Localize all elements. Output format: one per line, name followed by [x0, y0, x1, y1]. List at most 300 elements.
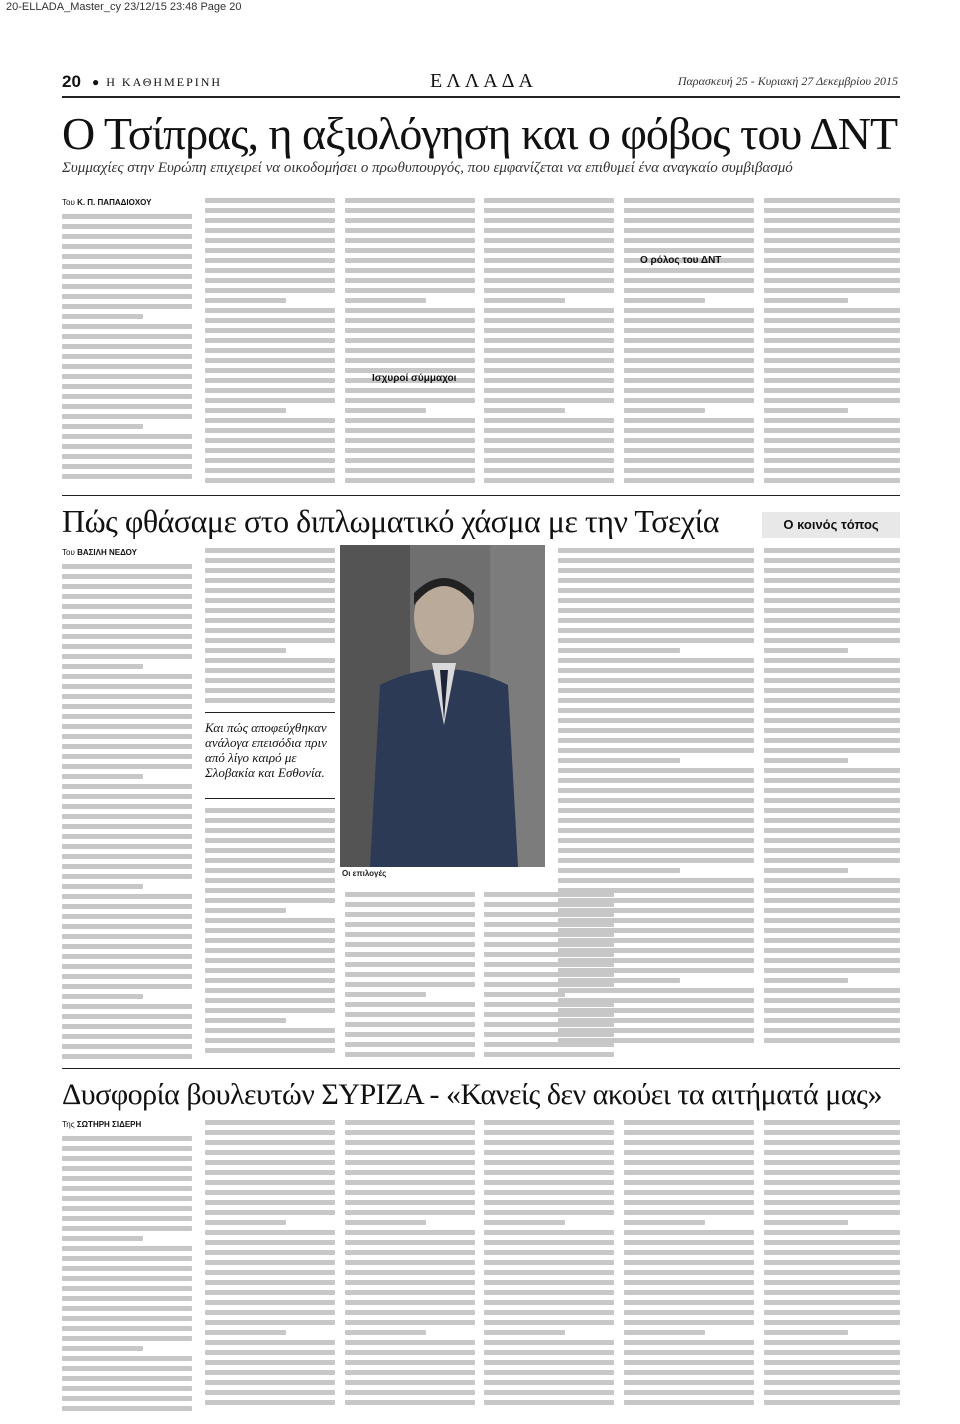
text-line-placeholder: [62, 464, 192, 469]
text-line-placeholder: [345, 228, 475, 233]
text-line-placeholder: [764, 318, 900, 323]
text-line-placeholder: [205, 888, 335, 893]
text-line-placeholder: [205, 1290, 335, 1295]
text-line-placeholder: [345, 198, 475, 203]
text-line-placeholder: [205, 448, 335, 453]
text-line-placeholder: [62, 374, 192, 379]
text-line-placeholder: [62, 604, 192, 609]
text-line-placeholder: [205, 1220, 286, 1225]
text-line-placeholder: [764, 1320, 900, 1325]
text-line-placeholder: [484, 1270, 614, 1275]
text-line-placeholder: [484, 1250, 614, 1255]
text-line-placeholder: [62, 664, 143, 669]
text-line-placeholder: [205, 1260, 335, 1265]
article1-column-2: [205, 198, 335, 488]
text-line-placeholder: [62, 844, 192, 849]
text-line-placeholder: [62, 1356, 192, 1361]
text-line-placeholder: [484, 258, 614, 263]
text-line-placeholder: [484, 418, 614, 423]
article3-column-2: [205, 1120, 335, 1410]
text-line-placeholder: [558, 908, 754, 913]
text-line-placeholder: [62, 364, 192, 369]
text-line-placeholder: [764, 308, 900, 313]
text-line-placeholder: [62, 944, 192, 949]
text-line-placeholder: [62, 1216, 192, 1221]
text-line-placeholder: [62, 284, 192, 289]
text-line-placeholder: [624, 1190, 754, 1195]
text-line-placeholder: [764, 248, 900, 253]
text-line-placeholder: [764, 988, 900, 993]
byline-prefix: Της: [62, 1120, 75, 1129]
text-line-placeholder: [484, 428, 614, 433]
text-line-placeholder: [205, 348, 335, 353]
text-line-placeholder: [764, 348, 900, 353]
text-line-placeholder: [345, 278, 475, 283]
text-line-placeholder: [558, 848, 754, 853]
article1-headline: Ο Τσίπρας, η αξιολόγηση και ο φόβος του ΔΝΤ: [62, 108, 898, 159]
text-line-placeholder: [345, 1160, 475, 1165]
text-line-placeholder: [764, 358, 900, 363]
text-line-placeholder: [205, 638, 335, 643]
text-line-placeholder: [345, 992, 426, 997]
text-line-placeholder: [764, 868, 848, 873]
text-line-placeholder: [205, 918, 335, 923]
text-line-placeholder: [764, 608, 900, 613]
text-line-placeholder: [764, 658, 900, 663]
text-line-placeholder: [558, 868, 680, 873]
text-line-placeholder: [624, 358, 754, 363]
text-line-placeholder: [624, 1260, 754, 1265]
text-line-placeholder: [484, 1240, 614, 1245]
text-line-placeholder: [62, 474, 192, 479]
text-line-placeholder: [345, 348, 475, 353]
text-line-placeholder: [345, 358, 475, 363]
text-line-placeholder: [205, 308, 335, 313]
text-line-placeholder: [764, 208, 900, 213]
text-line-placeholder: [764, 1380, 900, 1385]
text-line-placeholder: [205, 1038, 335, 1043]
text-line-placeholder: [205, 288, 335, 293]
text-line-placeholder: [484, 1370, 614, 1375]
text-line-placeholder: [205, 958, 335, 963]
text-line-placeholder: [62, 764, 192, 769]
text-line-placeholder: [624, 248, 754, 253]
article1-column-1: [62, 214, 192, 484]
text-line-placeholder: [764, 278, 900, 283]
article2-column-2-top: [205, 548, 335, 708]
text-line-placeholder: [62, 1146, 192, 1151]
text-line-placeholder: [764, 338, 900, 343]
text-line-placeholder: [205, 668, 335, 673]
text-line-placeholder: [345, 982, 475, 987]
text-line-placeholder: [62, 574, 192, 579]
article2-column-2-bottom: [205, 808, 335, 1058]
text-line-placeholder: [62, 884, 143, 889]
article1-subhead-allies: Ισχυροί σύμμαχοι: [372, 373, 457, 384]
text-line-placeholder: [345, 238, 475, 243]
text-line-placeholder: [764, 458, 900, 463]
text-line-placeholder: [345, 1370, 475, 1375]
text-line-placeholder: [345, 1190, 475, 1195]
text-line-placeholder: [624, 1290, 754, 1295]
text-line-placeholder: [558, 918, 754, 923]
text-line-placeholder: [62, 624, 192, 629]
text-line-placeholder: [558, 678, 754, 683]
text-line-placeholder: [764, 268, 900, 273]
text-line-placeholder: [764, 1120, 900, 1125]
text-line-placeholder: [205, 1230, 335, 1235]
text-line-placeholder: [205, 1300, 335, 1305]
text-line-placeholder: [62, 644, 192, 649]
byline-name: Κ. Π. ΠΑΠΑΔΙΟΧΟΥ: [77, 198, 152, 207]
text-line-placeholder: [624, 338, 754, 343]
text-line-placeholder: [62, 914, 192, 919]
text-line-placeholder: [764, 1280, 900, 1285]
text-line-placeholder: [62, 834, 192, 839]
text-line-placeholder: [62, 1336, 192, 1341]
text-line-placeholder: [62, 1176, 192, 1181]
text-line-placeholder: [62, 1266, 192, 1271]
text-line-placeholder: [484, 1380, 614, 1385]
text-line-placeholder: [558, 648, 680, 653]
text-line-placeholder: [62, 294, 192, 299]
text-line-placeholder: [62, 1306, 192, 1311]
text-line-placeholder: [624, 1150, 754, 1155]
text-line-placeholder: [345, 398, 475, 403]
text-line-placeholder: [484, 448, 614, 453]
text-line-placeholder: [624, 388, 754, 393]
text-line-placeholder: [558, 768, 754, 773]
text-line-placeholder: [764, 968, 900, 973]
text-line-placeholder: [345, 1330, 426, 1335]
text-line-placeholder: [205, 948, 335, 953]
text-line-placeholder: [624, 418, 754, 423]
text-line-placeholder: [624, 478, 754, 483]
text-line-placeholder: [558, 788, 754, 793]
text-line-placeholder: [764, 1290, 900, 1295]
text-line-placeholder: [764, 1230, 900, 1235]
text-line-placeholder: [624, 348, 754, 353]
text-line-placeholder: [205, 238, 335, 243]
text-line-placeholder: [205, 388, 335, 393]
text-line-placeholder: [205, 898, 335, 903]
text-line-placeholder: [62, 1156, 192, 1161]
text-line-placeholder: [558, 838, 754, 843]
text-line-placeholder: [558, 698, 754, 703]
text-line-placeholder: [624, 1170, 754, 1175]
text-line-placeholder: [345, 1290, 475, 1295]
text-line-placeholder: [764, 1200, 900, 1205]
byline-prefix: Του: [62, 198, 75, 207]
text-line-placeholder: [764, 388, 900, 393]
text-line-placeholder: [558, 658, 754, 663]
text-line-placeholder: [205, 858, 335, 863]
text-line-placeholder: [624, 1210, 754, 1215]
text-line-placeholder: [205, 1390, 335, 1395]
text-line-placeholder: [345, 428, 475, 433]
text-line-placeholder: [205, 578, 335, 583]
text-line-placeholder: [62, 774, 143, 779]
text-line-placeholder: [345, 1350, 475, 1355]
text-line-placeholder: [484, 348, 614, 353]
text-line-placeholder: [764, 1028, 900, 1033]
text-line-placeholder: [558, 1038, 754, 1043]
text-line-placeholder: [764, 1300, 900, 1305]
text-line-placeholder: [624, 1200, 754, 1205]
text-line-placeholder: [624, 1300, 754, 1305]
text-line-placeholder: [205, 978, 335, 983]
text-line-placeholder: [345, 328, 475, 333]
text-line-placeholder: [62, 404, 192, 409]
newspaper-masthead: [92, 75, 222, 90]
text-line-placeholder: [62, 1004, 192, 1009]
pull-quote: Και πώς αποφεύχθηκαν ανάλογα επεισόδια πριν από λίγο καιρό με Σλοβακία και Εσθονία.: [205, 720, 327, 780]
text-line-placeholder: [62, 394, 192, 399]
text-line-placeholder: [62, 954, 192, 959]
text-line-placeholder: [205, 418, 335, 423]
text-line-placeholder: [624, 1270, 754, 1275]
text-line-placeholder: [764, 778, 900, 783]
text-line-placeholder: [205, 1360, 335, 1365]
text-line-placeholder: [345, 468, 475, 473]
text-line-placeholder: [624, 268, 754, 273]
text-line-placeholder: [62, 334, 192, 339]
text-line-placeholder: [345, 1230, 475, 1235]
text-line-placeholder: [764, 1350, 900, 1355]
text-line-placeholder: [205, 1320, 335, 1325]
text-line-placeholder: [345, 438, 475, 443]
text-line-placeholder: [62, 584, 192, 589]
article3-headline: Δυσφορία βουλευτών ΣΥΡΙΖΑ - «Κανείς δεν ακούει τα αιτήματά μας»: [62, 1078, 882, 1111]
text-line-placeholder: [345, 418, 475, 423]
text-line-placeholder: [558, 948, 754, 953]
text-line-placeholder: [484, 248, 614, 253]
text-line-placeholder: [484, 278, 614, 283]
text-line-placeholder: [764, 378, 900, 383]
text-line-placeholder: [764, 998, 900, 1003]
print-slug: 20-ELLADA_Master_cy 23/12/15 23:48 Page 20: [6, 1, 242, 13]
text-line-placeholder: [205, 1270, 335, 1275]
byline-name: ΣΩΤΗΡΗ ΣΙΔΕΡΗ: [76, 1120, 142, 1129]
text-line-placeholder: [764, 398, 900, 403]
text-line-placeholder: [62, 924, 192, 929]
text-line-placeholder: [484, 238, 614, 243]
text-line-placeholder: [62, 694, 192, 699]
text-line-placeholder: [62, 1206, 192, 1211]
text-line-placeholder: [62, 1034, 192, 1039]
text-line-placeholder: [205, 1150, 335, 1155]
portrait-photo-icon: [340, 545, 545, 867]
text-line-placeholder: [764, 1330, 848, 1335]
text-line-placeholder: [62, 784, 192, 789]
text-line-placeholder: [62, 1236, 143, 1241]
text-line-placeholder: [764, 798, 900, 803]
article1-column-3: [345, 198, 475, 488]
text-line-placeholder: [205, 1200, 335, 1205]
text-line-placeholder: [62, 1226, 192, 1231]
text-line-placeholder: [764, 668, 900, 673]
text-line-placeholder: [205, 478, 335, 483]
dateline: Παρασκευή 25 - Κυριακή 27 Δεκεμβρίου 2015: [677, 74, 898, 88]
text-line-placeholder: [205, 318, 335, 323]
text-line-placeholder: [62, 1196, 192, 1201]
text-line-placeholder: [62, 634, 192, 639]
text-line-placeholder: [764, 828, 900, 833]
text-line-placeholder: [624, 468, 754, 473]
text-line-placeholder: [62, 684, 192, 689]
text-line-placeholder: [205, 218, 335, 223]
text-line-placeholder: [205, 208, 335, 213]
text-line-placeholder: [624, 1140, 754, 1145]
masthead-bullet-icon: ●: [92, 75, 107, 89]
text-line-placeholder: [345, 388, 475, 393]
text-line-placeholder: [484, 1140, 614, 1145]
text-line-placeholder: [345, 962, 475, 967]
text-line-placeholder: [62, 704, 192, 709]
text-line-placeholder: [62, 424, 143, 429]
text-line-placeholder: [764, 1240, 900, 1245]
article3-column-3: [345, 1120, 475, 1410]
article3-column-5: [624, 1120, 754, 1410]
text-line-placeholder: [345, 1380, 475, 1385]
text-line-placeholder: [624, 328, 754, 333]
text-line-placeholder: [205, 568, 335, 573]
text-line-placeholder: [764, 908, 900, 913]
text-line-placeholder: [62, 1316, 192, 1321]
text-line-placeholder: [484, 1300, 614, 1305]
text-line-placeholder: [62, 1256, 192, 1261]
text-line-placeholder: [345, 1280, 475, 1285]
text-line-placeholder: [345, 338, 475, 343]
text-line-placeholder: [62, 654, 192, 659]
text-line-placeholder: [205, 378, 335, 383]
text-line-placeholder: [484, 1320, 614, 1325]
text-line-placeholder: [345, 1210, 475, 1215]
page-number: 20: [62, 72, 81, 91]
text-line-placeholder: [62, 964, 192, 969]
text-line-placeholder: [558, 828, 754, 833]
text-line-placeholder: [764, 1390, 900, 1395]
section-divider-1: [62, 495, 900, 496]
text-line-placeholder: [764, 858, 900, 863]
text-line-placeholder: [345, 1310, 475, 1315]
text-line-placeholder: [205, 338, 335, 343]
text-line-placeholder: [484, 288, 614, 293]
text-line-placeholder: [345, 458, 475, 463]
text-line-placeholder: [345, 308, 475, 313]
text-line-placeholder: [62, 1044, 192, 1049]
text-line-placeholder: [205, 1008, 335, 1013]
text-line-placeholder: [484, 1150, 614, 1155]
text-line-placeholder: [484, 1350, 614, 1355]
text-line-placeholder: [345, 922, 475, 927]
text-line-placeholder: [624, 238, 754, 243]
text-line-placeholder: [764, 1250, 900, 1255]
text-line-placeholder: [62, 274, 192, 279]
text-line-placeholder: [764, 648, 848, 653]
text-line-placeholder: [205, 598, 335, 603]
text-line-placeholder: [62, 1386, 192, 1391]
text-line-placeholder: [205, 438, 335, 443]
text-line-placeholder: [345, 248, 475, 253]
text-line-placeholder: [205, 268, 335, 273]
text-line-placeholder: [205, 848, 335, 853]
text-line-placeholder: [205, 928, 335, 933]
text-line-placeholder: [62, 854, 192, 859]
text-line-placeholder: [62, 1326, 192, 1331]
text-line-placeholder: [205, 198, 335, 203]
text-line-placeholder: [205, 988, 335, 993]
text-line-placeholder: [205, 648, 286, 653]
text-line-placeholder: [62, 984, 192, 989]
pull-quote-rule-top: [205, 712, 335, 713]
text-line-placeholder: [764, 238, 900, 243]
text-line-placeholder: [345, 208, 475, 213]
text-line-placeholder: [484, 1390, 614, 1395]
text-line-placeholder: [62, 1024, 192, 1029]
text-line-placeholder: [484, 1160, 614, 1165]
text-line-placeholder: [62, 804, 192, 809]
text-line-placeholder: [205, 1340, 335, 1345]
text-line-placeholder: [624, 1250, 754, 1255]
text-line-placeholder: [62, 1246, 192, 1251]
text-line-placeholder: [62, 344, 192, 349]
text-line-placeholder: [558, 748, 754, 753]
text-line-placeholder: [484, 308, 614, 313]
text-line-placeholder: [345, 288, 475, 293]
text-line-placeholder: [484, 388, 614, 393]
text-line-placeholder: [62, 974, 192, 979]
text-line-placeholder: [62, 1396, 192, 1401]
text-line-placeholder: [205, 818, 335, 823]
text-line-placeholder: [764, 728, 900, 733]
text-line-placeholder: [624, 1340, 754, 1345]
text-line-placeholder: [484, 318, 614, 323]
text-line-placeholder: [205, 1250, 335, 1255]
text-line-placeholder: [484, 1290, 614, 1295]
text-line-placeholder: [624, 1360, 754, 1365]
text-line-placeholder: [484, 208, 614, 213]
text-line-placeholder: [205, 1170, 335, 1175]
text-line-placeholder: [62, 214, 192, 219]
text-line-placeholder: [345, 298, 426, 303]
text-line-placeholder: [558, 808, 754, 813]
text-line-placeholder: [62, 314, 143, 319]
text-line-placeholder: [484, 408, 565, 413]
text-line-placeholder: [62, 904, 192, 909]
article1-subheadline: Συμμαχίες στην Ευρώπη επιχειρεί να οικοδομήσει ο πρωθυπουργός, που εμφανίζεται να επιθυμεί ένα αναγκαίο συμβιβασμό: [62, 160, 793, 176]
text-line-placeholder: [345, 318, 475, 323]
text-line-placeholder: [484, 1170, 614, 1175]
text-line-placeholder: [345, 1270, 475, 1275]
text-line-placeholder: [624, 198, 754, 203]
text-line-placeholder: [764, 1038, 900, 1043]
text-line-placeholder: [484, 1180, 614, 1185]
text-line-placeholder: [558, 558, 754, 563]
text-line-placeholder: [484, 1130, 614, 1135]
text-line-placeholder: [624, 1400, 754, 1405]
text-line-placeholder: [345, 1180, 475, 1185]
text-line-placeholder: [764, 1270, 900, 1275]
text-line-placeholder: [345, 1022, 475, 1027]
text-line-placeholder: [764, 588, 900, 593]
text-line-placeholder: [764, 928, 900, 933]
text-line-placeholder: [764, 678, 900, 683]
article2-column-5: [558, 548, 754, 1048]
text-line-placeholder: [205, 1018, 286, 1023]
text-line-placeholder: [62, 894, 192, 899]
text-line-placeholder: [764, 938, 900, 943]
